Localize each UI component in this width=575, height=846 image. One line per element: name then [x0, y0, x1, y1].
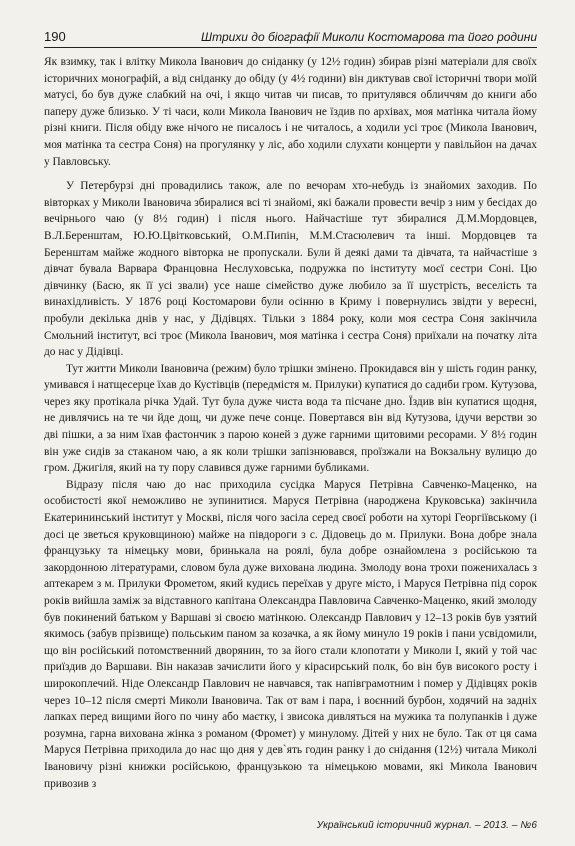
paragraph: Відразу після чаю до нас приходила сусідка Маруся Петрівна Савченко-Маценко, на особистості якої неможливо не зупинитися. Маруся Петрівна (народжена Круковська) закінчила Екатерининський інститут у Москві, після чого засіла серед своєї роботи на хуторі Георгіївському (і досі це зветься круковщиною) майже на півдороги з с. Дідовець до м. Прилуки. Вона добре знала французьку та німецьку мови, бринькала на роялі, була добре ознайомлена з російською та закордонною літературами, словом була дуже вихована людина. Змолоду вона трохи поженихалась з аптекарем з м. Прилуки Фрометом, який кудись переїхав у друге місто, і Маруся Петрівна під сорок років вийшла заміж за відставного капітана Олександра Павловича Савченко-Маценко, який змолоду був покинений батьком у Варшаві зі своєю матінкою. Олександр Павлович у 12–13 років був узятий якимось (забув прізвище) польським паном за козачка, а як йому минуло 19 років і пани усвідомили, що він російський потомственний дворянин, то за його стали клопотати у Миколи I, який у той час приїздив до Варшави. Він наказав зачислити його у кірасирський полк, бо він був високого росту і широкоплечий. Ніде Олександр Павлович не навчався, так напівграмотним і помер у Дідівцях років через 10–12 після смерті Миколи Івановича. Так от вам і пара, і воєнний бурбон, ходячий на задніх лапках перед вищими його по чину або маєтку, і звисока дивляться на мужика та полупанків і дуже розумна, гарна вихована жінка з романом (Фромет) у минулому. Дітей у них не було. Так от ця сама Маруся Петрівна приходила до нас що дня у дев`ять годин ранку і до снідання (12½) читала Миколі Івановичу різні книжки російською, французькою та німецькою мовами, які Микола Іванович привозив з: [44, 478, 537, 790]
journal-footer: Український історичний журнал. – 2013. – №6: [316, 820, 537, 831]
page-number: 190: [44, 29, 66, 44]
header-rule: [44, 47, 537, 48]
paragraph: Тут житти Миколи Івановича (режим) було трішки змінено. Прокидався він у шість годин ранку, умивався і натщесерце їхав до Кустівців (передмістя м. Прилуки) купатися до садиби гром. Кутузова, через яку протікала річка Удай. Тут була дуже чиста вода та пісчане дно. Їздив він купатися щодня, не дивлячись на те чи йде дощ, чи дуже пече сонце. Повертався він від Кутузова, ідучи верстви зо дві пішки, а за ним їхав фастончик з парою коней з дуже гарними щитовими ресорами. У 8½ годин він уже сидів за стаканом чаю, а як коли трішки запізнювався, проїзжали на Вокзальну вулицю до гром. Джигіля, який на ту пору славився дуже гарними бубликами.: [44, 362, 537, 475]
paragraph: У Петербурзі дні провадились також, але по вечорам хто-небудь із знайомих заходив. По вівторках у Миколи Івановича збиралися всі ті знайомі, які бажали провести вечір з ним у бесідах до вечірнього чаю (у 8½ годин) і після нього. Найчастіше тут збиралися Д.М.Мордовцев, В.Л.Беренштам, Ю.Ю.Цвітковський, О.М.Пипін, М.М.Стасюлевич та інші. Мордовцев та Беренштам майже жодного вівторка не пропускали. Були й деякі дами та дівчата, та найчастіше з дівчат бувала Варвара Францовна Неслуховська, подружка по інституту моєї сестри Соні. Цю дівчинку (Басю, як її усі звали) усе наше сімейство дуже любило за її шустрість, веселість та винахідливість. У 1876 році Костомарови були осінню в Криму і повернулись звідти у вересні, пробули декілька днів у нас, у Дідівцях. Тільки з 1884 року, коли моя сестра Соня закінчила Смольний інститут, всі троє (Микола Іванович, моя матінка і сестра Соня) приїхали на початку літа до нас у Дідівці.: [44, 180, 537, 359]
paragraph: Як взимку, так і влітку Микола Іванович до сніданку (у 12½ годин) збирав різні матеріали для своїх історичних монографій, а від сніданку до обіду (у 4½ години) він диктував свої історичні твори моїй матусі, бо був дуже слабкий на очі, і якщо читав чи писав, то притулявся обличчям до книги або паперу дуже близько. У ті часи, коли Микола Іванович не їздив по архівах, моя матінка читала йому різні книги. Після обіду вже нічого не писалось і не читалось, а ходили усі троє (Микола Іванович, моя матінка та сестра Соня) на прогулянку у ліс, або ходили слухати концерти у павільйон на дачах у Павловську.: [44, 56, 537, 168]
running-head: Штрихи до біографії Миколи Костомарова та його родини: [201, 30, 537, 44]
article-body: [44, 54, 537, 792]
page-header: [44, 29, 537, 44]
